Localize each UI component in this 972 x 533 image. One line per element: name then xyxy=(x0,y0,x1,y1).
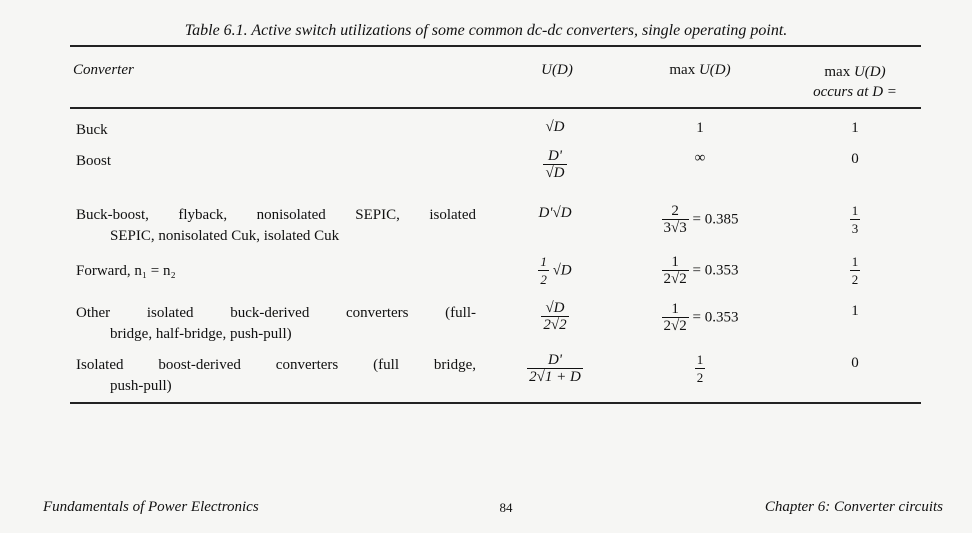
row-forward-u-den: 2 xyxy=(540,272,547,287)
footer-page-number: 84 xyxy=(499,500,513,515)
row-boostderived-u-num: D' xyxy=(547,352,563,368)
row-buck-max: 1 xyxy=(696,120,704,136)
header-occurs xyxy=(790,62,920,102)
header-occurs-u: U(D) xyxy=(853,64,886,80)
row-forward-occurs xyxy=(805,254,905,288)
row-buckboost-line2: SEPIC, nonisolated Cuk, isolated Cuk xyxy=(110,228,340,244)
header-max-prefix: max xyxy=(669,62,696,78)
row-buck-u: √D xyxy=(545,119,565,135)
row-buckderived-max-num: 1 xyxy=(671,301,679,317)
row-boostderived-u-fraction xyxy=(527,352,583,386)
row-buckderived-u-den: 2√2 xyxy=(543,317,567,333)
row-buckderived-occurs: 1 xyxy=(851,303,859,319)
row-forward-converter: Forward, n₁ = n₂ xyxy=(76,263,176,279)
row-buckboost-max-fraction xyxy=(662,203,689,237)
row-boostderived-line1: Isolated boost-derived converters (full bridge, xyxy=(76,357,476,373)
row-buckderived-max-fraction xyxy=(662,301,689,335)
row-forward-max-fraction xyxy=(662,254,689,288)
row-buckderived-u-fraction xyxy=(541,300,568,334)
row-boost-u-fraction xyxy=(543,148,566,182)
row-forward-u xyxy=(505,254,605,288)
row-buckboost-occurs xyxy=(805,203,905,237)
row-buck-occurs: 1 xyxy=(851,120,859,136)
row-boostderived-occurs: 0 xyxy=(851,355,859,371)
row-boostderived-u xyxy=(505,352,605,386)
row-buckderived-u xyxy=(505,300,605,334)
row-buckboost-line1: Buck-boost, flyback, nonisolated SEPIC, isolated xyxy=(76,207,476,223)
row-forward-u-num: 1 xyxy=(540,254,547,269)
row-buckboost-max xyxy=(625,203,775,237)
header-converter: Converter xyxy=(73,62,134,78)
row-buck-converter: Buck xyxy=(76,122,108,138)
row-boostderived-line2: push-pull) xyxy=(110,378,172,394)
row-buckboost-max-num: 2 xyxy=(671,203,679,219)
footer-chapter: Chapter 6: Converter circuits xyxy=(764,499,943,515)
header-occurs-prefix: max xyxy=(824,64,851,80)
row-forward-occurs-den: 2 xyxy=(851,272,859,287)
row-buckderived-max-den: 2√2 xyxy=(663,318,687,334)
row-boost-u-den: √D xyxy=(545,165,565,181)
row-forward-u-fraction xyxy=(538,254,549,288)
row-buckboost-occurs-fraction xyxy=(850,203,861,237)
row-forward-occurs-num: 1 xyxy=(851,254,859,269)
row-buckderived-line2: bridge, half-bridge, push-pull) xyxy=(110,326,292,342)
row-boost-u xyxy=(505,148,605,182)
row-boost-occurs: 0 xyxy=(851,151,859,167)
row-boostderived-max-num: 1 xyxy=(696,352,704,367)
row-boostderived-converter xyxy=(76,355,476,397)
row-forward-max-value: = 0.353 xyxy=(692,262,739,279)
row-boostderived-max xyxy=(625,352,775,386)
table-bottom-rule xyxy=(70,402,921,404)
header-u: U(D) xyxy=(541,62,573,78)
row-buckderived-max xyxy=(625,301,775,335)
row-buckboost-u: D'√D xyxy=(538,205,572,221)
row-forward-max-num: 1 xyxy=(671,254,679,270)
row-buckboost-occurs-den: 3 xyxy=(851,221,859,236)
row-boostderived-max-fraction xyxy=(695,352,706,386)
row-buckderived-converter xyxy=(76,303,476,345)
row-buckboost-max-value: = 0.385 xyxy=(692,211,739,228)
row-buckderived-u-num: √D xyxy=(545,300,565,316)
row-forward-u-rest: √D xyxy=(552,262,572,279)
row-boost-converter: Boost xyxy=(76,153,112,169)
row-forward-max xyxy=(625,254,775,288)
row-buckboost-converter xyxy=(76,205,476,247)
table-caption: Table 6.1. Active switch utilizations of some common dc-dc converters, single operating point. xyxy=(184,22,788,39)
row-boost-u-num: D' xyxy=(547,148,563,164)
header-rule xyxy=(70,107,921,109)
row-buckderived-line1: Other isolated buck-derived converters (full- xyxy=(76,305,476,321)
header-max-u xyxy=(640,62,760,79)
row-buckderived-max-value: = 0.353 xyxy=(692,309,739,326)
row-buckboost-occurs-num: 1 xyxy=(851,203,859,218)
footer-book-title: Fundamentals of Power Electronics xyxy=(43,499,259,515)
row-boost-max: ∞ xyxy=(694,150,706,166)
row-boostderived-u-den: 2√1 + D xyxy=(529,369,581,385)
row-forward-max-den: 2√2 xyxy=(663,271,687,287)
row-forward-occurs-fraction xyxy=(850,254,861,288)
row-buckboost-max-den: 3√3 xyxy=(663,220,687,236)
header-max-u-label: U(D) xyxy=(698,62,731,78)
row-boostderived-max-den: 2 xyxy=(696,370,704,385)
header-occurs-line2: occurs at D = xyxy=(813,84,897,100)
table-top-rule xyxy=(70,45,921,47)
